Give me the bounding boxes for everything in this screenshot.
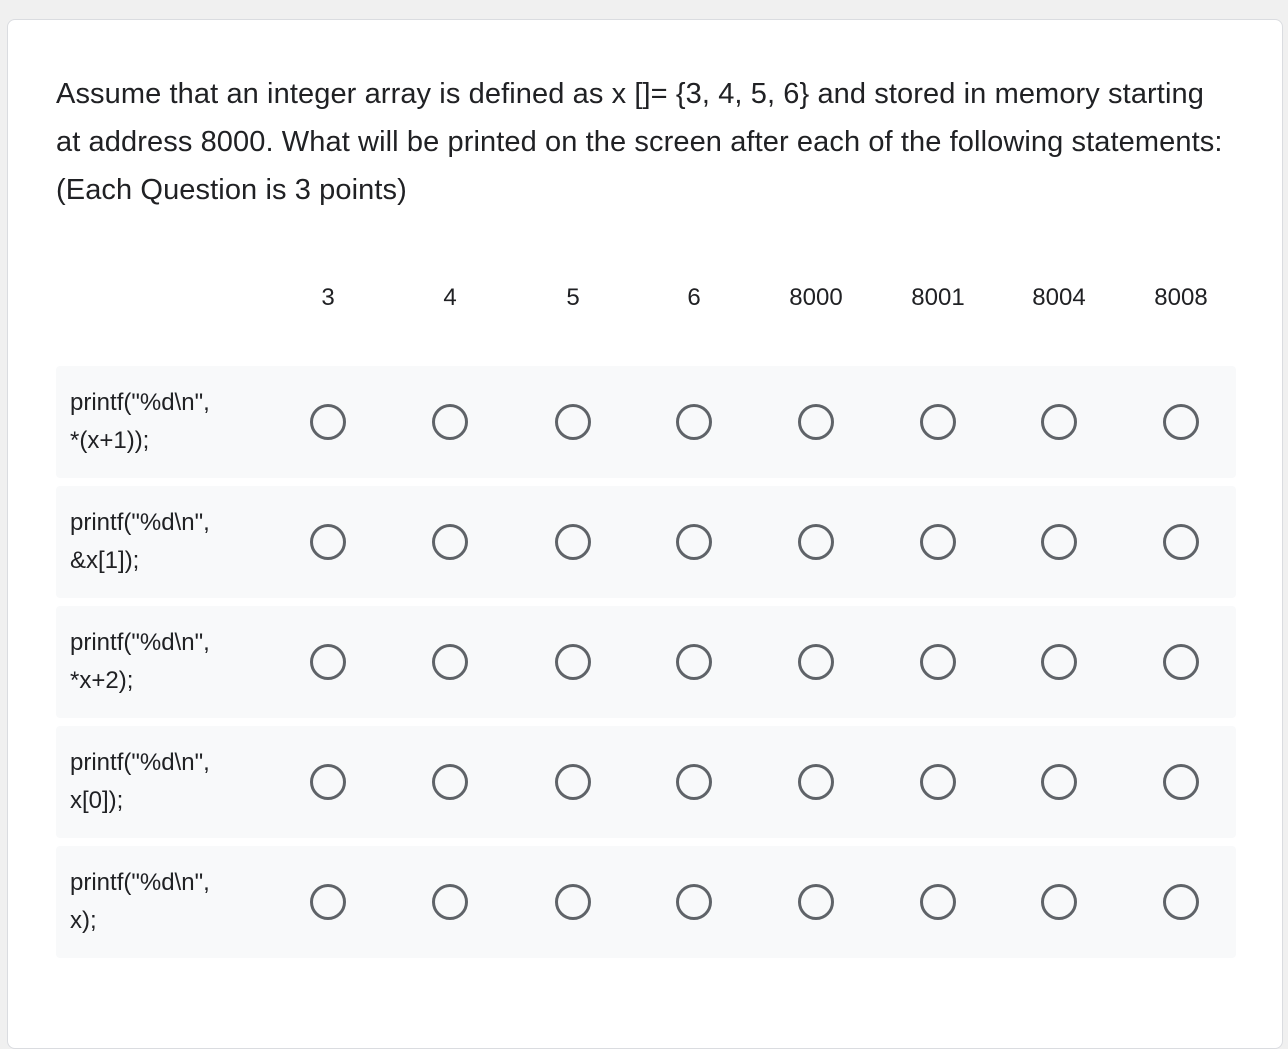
radio-unchecked-icon[interactable]: [798, 524, 834, 560]
row-label-line: *(x+1));: [70, 427, 150, 454]
row-label-line: printf("%d\n",: [70, 749, 210, 776]
radio-unchecked-icon[interactable]: [555, 764, 591, 800]
radio-unchecked-icon[interactable]: [798, 404, 834, 440]
row-label-line: printf("%d\n",: [70, 629, 210, 656]
radio-unchecked-icon[interactable]: [798, 644, 834, 680]
radio-unchecked-icon[interactable]: [920, 404, 956, 440]
radio-unchecked-icon[interactable]: [920, 884, 956, 920]
radio-unchecked-icon[interactable]: [920, 644, 956, 680]
column-header: 8008: [1154, 284, 1208, 311]
radio-unchecked-icon[interactable]: [920, 524, 956, 560]
radio-unchecked-icon[interactable]: [1041, 884, 1077, 920]
row-label-line: x);: [70, 907, 97, 934]
row-label-line: *x+2);: [70, 667, 134, 694]
grid-row: [56, 846, 1236, 958]
grid-row: [56, 606, 1236, 718]
radio-unchecked-icon[interactable]: [1163, 524, 1199, 560]
radio-unchecked-icon[interactable]: [1163, 764, 1199, 800]
radio-unchecked-icon[interactable]: [798, 884, 834, 920]
radio-unchecked-icon[interactable]: [432, 644, 468, 680]
row-label: [70, 504, 270, 580]
radio-unchecked-icon[interactable]: [798, 764, 834, 800]
radio-unchecked-icon[interactable]: [1041, 644, 1077, 680]
radio-unchecked-icon[interactable]: [310, 644, 346, 680]
radio-unchecked-icon[interactable]: [1041, 764, 1077, 800]
radio-unchecked-icon[interactable]: [555, 524, 591, 560]
radio-unchecked-icon[interactable]: [432, 404, 468, 440]
radio-unchecked-icon[interactable]: [676, 644, 712, 680]
radio-unchecked-icon[interactable]: [555, 644, 591, 680]
radio-unchecked-icon[interactable]: [1163, 404, 1199, 440]
radio-unchecked-icon[interactable]: [310, 764, 346, 800]
radio-unchecked-icon[interactable]: [555, 884, 591, 920]
row-label-line: printf("%d\n",: [70, 389, 210, 416]
radio-unchecked-icon[interactable]: [432, 764, 468, 800]
row-label: [70, 744, 270, 820]
choice-grid: [56, 276, 1236, 934]
question-title: Assume that an integer array is defined as x []= {3, 4, 5, 6} and stored in memory starting at address 8000. What will be printed on the screen after each of the following statements: (Each Question is 3 points): [56, 78, 1223, 206]
grid-header-row: [56, 276, 1236, 320]
radio-unchecked-icon[interactable]: [920, 764, 956, 800]
row-label-line: &x[1]);: [70, 547, 140, 574]
column-header: 8000: [789, 284, 843, 311]
column-header: 3: [321, 284, 335, 311]
grid-row: [56, 486, 1236, 598]
question-card: [7, 19, 1283, 1049]
row-label: [70, 864, 270, 940]
radio-unchecked-icon[interactable]: [432, 884, 468, 920]
column-header: 8001: [911, 284, 965, 311]
radio-unchecked-icon[interactable]: [310, 884, 346, 920]
radio-unchecked-icon[interactable]: [1041, 404, 1077, 440]
column-header: 5: [566, 284, 580, 311]
radio-unchecked-icon[interactable]: [432, 524, 468, 560]
column-header: 4: [443, 284, 457, 311]
row-label-line: printf("%d\n",: [70, 869, 210, 896]
radio-unchecked-icon[interactable]: [310, 524, 346, 560]
row-label: [70, 624, 270, 700]
radio-unchecked-icon[interactable]: [310, 404, 346, 440]
radio-unchecked-icon[interactable]: [1163, 884, 1199, 920]
radio-unchecked-icon[interactable]: [676, 404, 712, 440]
radio-unchecked-icon[interactable]: [676, 524, 712, 560]
column-header: 8004: [1032, 284, 1086, 311]
column-header: 6: [687, 284, 701, 311]
grid-row: [56, 726, 1236, 838]
radio-unchecked-icon[interactable]: [1163, 644, 1199, 680]
grid-row: [56, 366, 1236, 478]
radio-unchecked-icon[interactable]: [555, 404, 591, 440]
radio-unchecked-icon[interactable]: [676, 884, 712, 920]
radio-unchecked-icon[interactable]: [676, 764, 712, 800]
row-label-line: printf("%d\n",: [70, 509, 210, 536]
row-label-line: x[0]);: [70, 787, 124, 814]
row-label: [70, 384, 270, 460]
radio-unchecked-icon[interactable]: [1041, 524, 1077, 560]
